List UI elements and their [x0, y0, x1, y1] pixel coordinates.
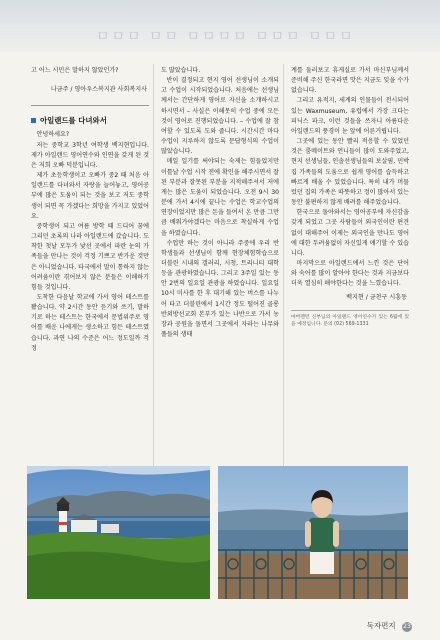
paragraph: 반이 결정되고 현지 영어 선생님이 소개되고 수업이 시작되었습니다. 처음에는 선생님께서는 간단하게 영어로 자신을 소개하시고 하시면서 – 사실은 이해못히 수업 중에 모든 것이 영어로 진행되었습니다. – 수업에 잘 참여할 수 있도록 도와 줍니다. 시간시간 마다 수업이 지루하지 않도록 문답형식의 수업이 많았습니다.: [161, 77, 279, 156]
author-signature: 나금주 / 영아우스복지관 사회복지사: [50, 86, 147, 94]
column-1: [31, 66, 149, 354]
header-band: [0, 0, 440, 52]
page-number: 23: [403, 623, 411, 630]
column-3: [291, 66, 409, 328]
paragraph: 그곳에 있는 동안 빨리 적응할 수 있었던 것은 룸메이트와 언니들이 많이 도와주었고, 현지 선생님들, 인솔선생님들의 보살핌, 민박집 가족들의 도움으로 쉽게 영어를 습득하고 빠르게 배울 수 있었습니다. 특히 내가 머물렀던 집의 가족은 따뜻하고 정이 많아서 있는 동안 불편하지 않게 배려를 해주었습니다.: [291, 138, 409, 207]
paragraph: 한국으로 돌아와서는 영어공부에 자신감을 갖게 되었고 그곳 사람들이 외국인이란 편견 없이 대해주어 이제는 외국인을 만나도 영어에 대한 두려움없이 자신있게 얘기할 수 있습니다.: [291, 209, 409, 257]
footer-label: 독자편지: [366, 621, 396, 630]
square-bullet-icon: [31, 118, 36, 123]
column-2: [161, 66, 279, 340]
column-divider: [283, 64, 284, 469]
lighthouse-photo: [27, 466, 210, 599]
paragraph: 도착한 다음날 학교에 가서 영어 테스트를 봤습니다. 약 2시간 동안 듣기와 쓰기, 말하기로 하는 테스트는 한국에서 문법위주로 영어를 배운 나에게는 생소하고 힘든 테스트였습니다. 과연 나의 수준은 어느 정도일까 걱정: [31, 293, 149, 352]
header-decoration: ㅁㅁㅁ ㅁㅁ ㅁㅁㅁㅁ ㅁㅁㅁ ㅁㅁㅁ: [96, 29, 355, 45]
lighthouse-photo-graphic: [27, 466, 210, 599]
student-photo-graphic: [218, 466, 408, 599]
section-title: [31, 116, 149, 126]
paragraph: 그리고 유적지, 세계의 인물들이 전시되어 있는 Waxmuseum, 유럽에서 가장 크다는 피닉스 파크, 이런 것들을 쓰자니 아름다운 아일랜드의 풍경이 눈 앞에 어른거립니다.: [291, 97, 409, 135]
paragraph: 저는 중학교 3학년 여학생 백지현입니다. 제가 아일랜드 영어연수와 인연을 갖게 된 것은 저희 오빠 덕분입니다.: [31, 141, 149, 169]
paragraph: 도 많았습니다.: [161, 67, 201, 74]
section-title-text: 아일랜드를 다녀와서: [40, 116, 107, 126]
paragraph: 제가 초등학생이고 오빠가 중2 때 처음 아일랜드를 다녀와서 자랑을 늘어놓고, 영어공부에 많은 도움이 되는 것을 보고 저도 중학생이 되면 꼭 가겠다는 희망을 가지고 있었어요.: [31, 172, 149, 220]
author-signature: 백지현 / 금천구 시흥동: [346, 294, 407, 302]
notice-divider: [291, 310, 409, 311]
column-divider: [153, 64, 154, 469]
intro-line: 고 어느 시민은 말하지 않았던가?: [31, 67, 119, 74]
notice-text: 마버렌턴 신부님의 아일랜드 영어연수가 있는 6월에 있을 예정입니다. 문의 (02) 569-1331: [291, 314, 409, 327]
section-divider: [31, 105, 149, 106]
student-photo: [218, 466, 408, 599]
greeting: 안녕하세요?: [36, 131, 70, 139]
paragraph: 매일 일기를 써야되는 숙제는 힘들었지만 이틀날 수업 시작 전에 확인을 해주시면서 잘된 부분과 잘못된 부분을 지적해주셔서 저에게는 많은 도움이 되었습니다. 오전 9시 30분에 가서 4시에 끝나는 수업은 학교수업의 연장이었지만 많은 돈을 들여서 온 만큼 그만큼 배워가야겠다는 마음으로 착실하게 수업을 하였습니다.: [161, 158, 279, 237]
paragraph: 계를 둘러보고 휴게실로 가서 마신부님께서 준비해 주신 한국라면 맛은 지금도 잊을 수가 없습니다.: [291, 67, 409, 95]
paragraph: 마지막으로 아일랜드에서 느낀 것은 단어와 숙어를 많이 알아야 한다는 것과 지금보다 더욱 열심히 해야한다는 것을 느꼈습니다.: [291, 259, 409, 288]
page-footer: [367, 620, 412, 632]
paragraph: 중학생이 되고 여름 방학 때 드디어 꿈에 그리던 초록의 나라 아일랜드에 갔습니다. 도착한 첫날 모두가 낯선 곳에서 파란 눈의 가족들을 만나는 것이 걱정 기쁘고 반가운 것만은 아니었습니다. 타국에서 말이 통하지 않는 어려움이란 겪어보지 않은 분들은 이해하기 힘들 것입니다.: [31, 222, 149, 291]
paragraph: 수업만 하는 것이 아니라 주중에 우리 반 학생들과 선생님이 함께 현장체험학습으로 더블린 시내의 갤러리, 시청, 트리니티 대학 등을 관광하였습니다. 그리고 3주일 있는 동안 2번의 일요일 관광을 하였습니다. 일요일 10시 미사를 한 후 대기해 있는 버스를 나누어 타고 더블린에서 1시간 정도 떨어진 골롱반외방선교회 본부가 있는 나반으로 가서 농장과 공원을 돌면서 그곳에서 자라는 나무와 풀들의 생태: [161, 239, 279, 339]
